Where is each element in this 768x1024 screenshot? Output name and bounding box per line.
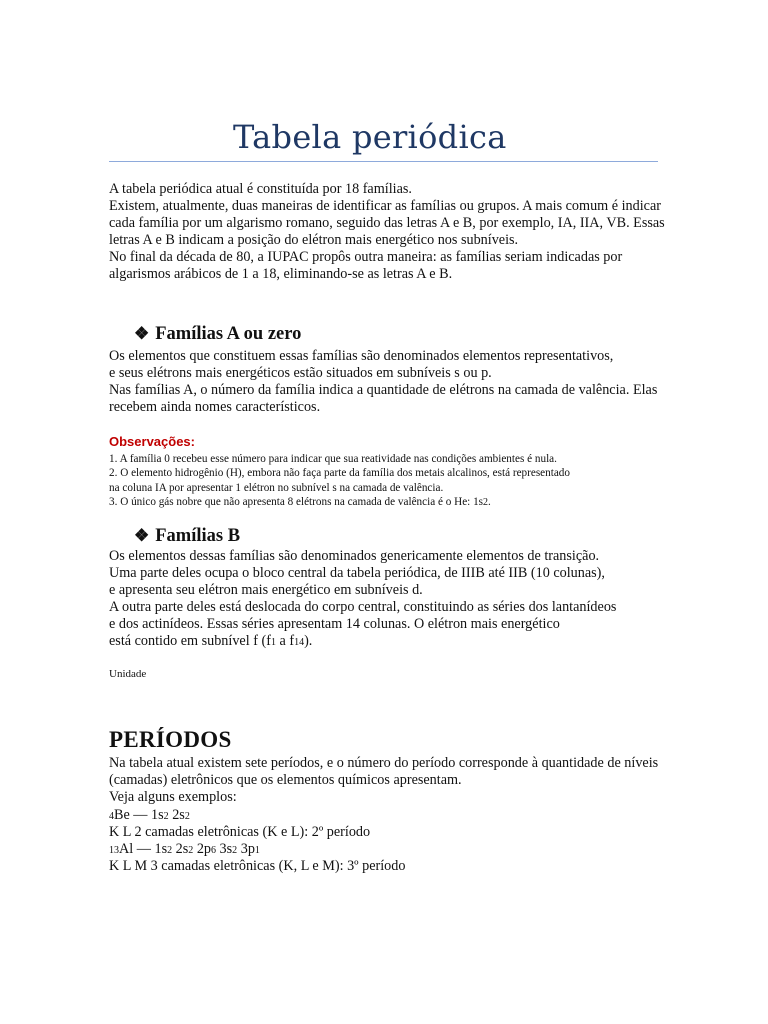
observacao-2-cont: na coluna IA por apresentar 1 elétron no subnível s na camada de valência. <box>109 481 444 494</box>
section-b-paragraph-2: Uma parte deles ocupa o bloco central da tabela periódica, de IIIB até IIB (10 colunas), <box>109 565 605 581</box>
section-b-paragraph-1: Os elementos dessas famílias são denominados genericamente elementos de transição. <box>109 548 600 564</box>
periodos-heading: PERÍODOS <box>109 727 232 752</box>
intro-section <box>109 181 669 283</box>
page-title: Tabela periódica <box>233 118 507 156</box>
unidade-label: Unidade <box>109 668 147 680</box>
intro-paragraph-1: A tabela periódica atual é constituída por 18 famílias. <box>109 181 412 197</box>
section-b-paragraph-3: e apresenta seu elétron mais energético em subníveis d. <box>109 582 423 598</box>
section-b-heading-text: Famílias B <box>155 526 241 546</box>
periodos-body <box>109 755 669 806</box>
section-b-paragraph-5: e dos actinídeos. Essas séries apresentam 14 colunas. O elétron mais energético <box>109 616 560 632</box>
example-al-desc: K L M 3 camadas eletrônicas (K, L e M): 3º período <box>109 858 406 874</box>
section-b-paragraph-4: A outra parte deles está deslocada do corpo central, constituindo as séries dos lantanídeos <box>109 599 617 615</box>
periodos-veja: Veja alguns exemplos: <box>109 789 237 805</box>
observacoes-label: Observações: <box>109 434 195 449</box>
section-a-paragraph-1: Os elementos que constituem essas famílias são denominados elementos representativos, <box>109 348 614 364</box>
example-be-config: 4Be — 1s2 2s2 <box>109 807 190 823</box>
section-b-paragraph-6: está contido em subnível f (f1 a f14). <box>109 633 313 649</box>
periodos-paragraph: Na tabela atual existem sete períodos, e o número do período corresponde à quantidade de níveis (camadas) eletrônicos que os elementos químicos apresentam. <box>109 755 659 788</box>
section-b-body <box>109 548 669 651</box>
intro-paragraph-3: No final da década de 80, a IUPAC propôs outra maneira: as famílias seriam indicadas por algarismos arábicos de 1 a 18, eliminando-se as letras A e B. <box>109 249 623 282</box>
section-b-heading <box>134 526 240 547</box>
diamond-bullet-icon: ❖ <box>134 526 150 545</box>
observacao-3: 3. O único gás nobre que não apresenta 8 elétrons na camada de valência é o He: 1s2. <box>109 496 491 509</box>
diamond-bullet-icon: ❖ <box>134 324 150 343</box>
example-be-desc: K L 2 camadas eletrônicas (K e L): 2º período <box>109 824 371 840</box>
title-underline <box>109 161 658 162</box>
section-a-body <box>109 348 669 416</box>
section-a-heading-text: Famílias A ou zero <box>155 324 302 344</box>
example-al-config: 13Al — 1s2 2s2 2p6 3s2 3p1 <box>109 841 260 857</box>
intro-paragraph-2: Existem, atualmente, duas maneiras de identificar as famílias ou grupos. A mais comum é indicar cada família por um algarismo romano, seguido das letras A e B, por exemplo, IA, IIA, VB. Essas letras A e B indicam a posição do elétron mais energético nos subníveis. <box>109 198 665 248</box>
observacao-2: 2. O elemento hidrogênio (H), embora não faça parte da família dos metais alcalinos, está representado <box>109 467 570 480</box>
observacao-1: 1. A família 0 recebeu esse número para indicar que sua reatividade nas condições ambientes é nula. <box>109 453 557 465</box>
section-a-heading <box>134 324 301 345</box>
section-a-paragraph-2: e seus elétrons mais energéticos estão situados em subníveis s ou p. <box>109 365 492 381</box>
observacoes-list <box>109 452 669 511</box>
section-a-paragraph-3: Nas famílias A, o número da família indica a quantidade de elétrons na camada de valência. Elas recebem ainda nomes característicos. <box>109 382 658 415</box>
